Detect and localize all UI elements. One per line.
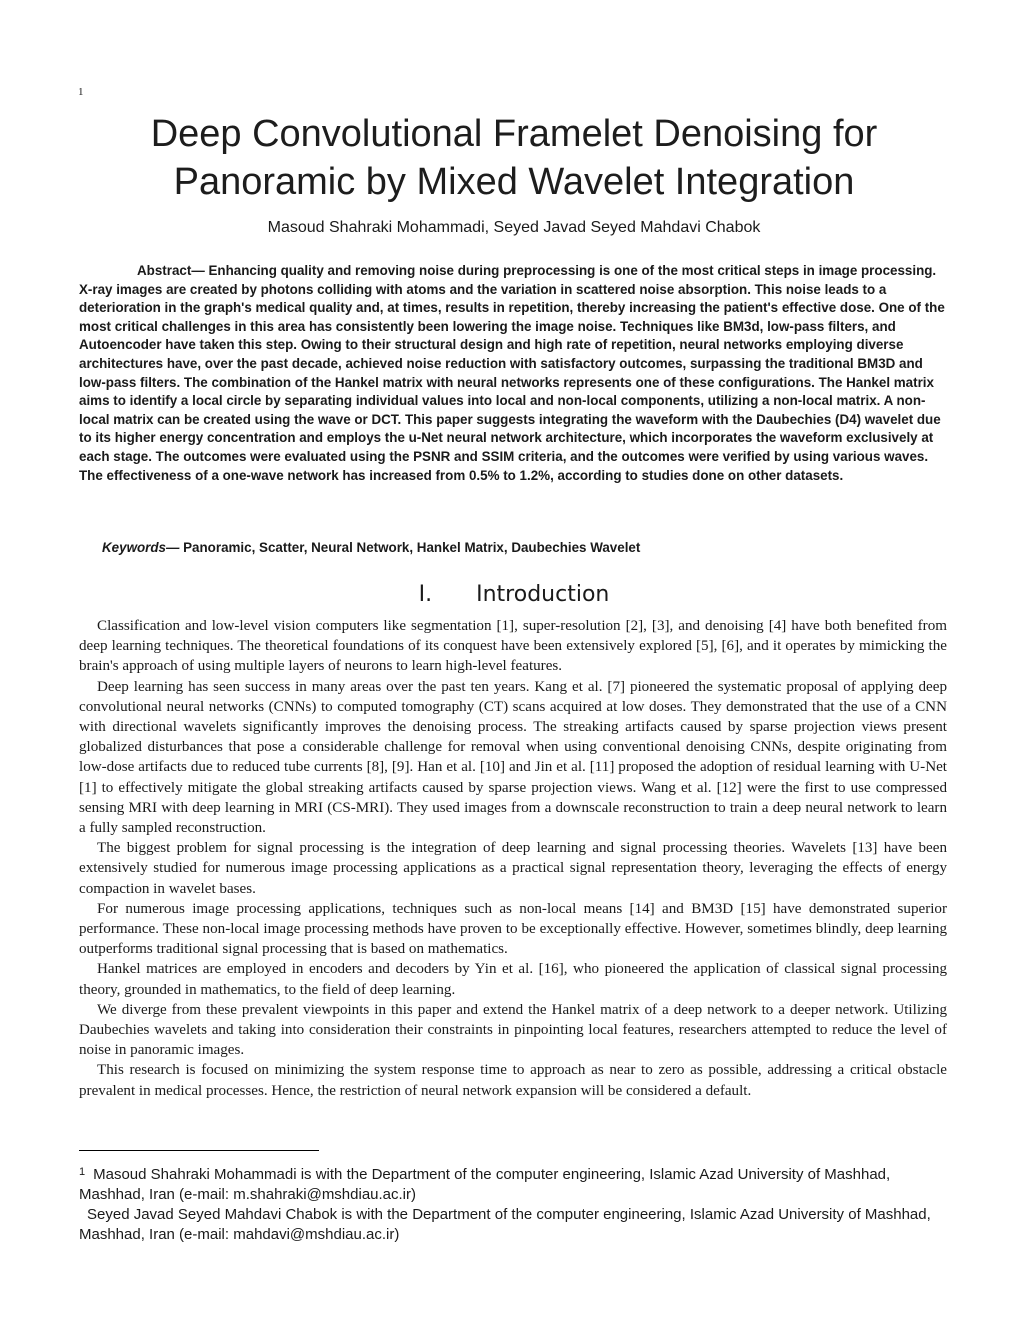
paper-title <box>80 110 948 206</box>
section-heading-introduction <box>80 582 948 607</box>
page-number: 1 <box>78 86 84 98</box>
body-paragraph: This research is focused on minimizing the system response time to approach as near to zero as possible, addressing a critical obstacle prevalent in medical processes. Hence, the restriction of neural network expansion will be considered a default. <box>79 1062 947 1099</box>
footnote-author-2: Seyed Javad Seyed Mahdavi Chabok is with the Department of the computer engineering, Islamic Azad University of Mashhad, Mashhad, Iran (e-mail: mahdavi@mshdiau.ac.ir) <box>79 1206 931 1243</box>
footnote-divider <box>79 1150 319 1151</box>
body-paragraph: The biggest problem for signal processing is the integration of deep learning and signal processing theories. Wavelets [13] have been extensively studied for numerous image processing applications as a practical signal representation theory, leveraging the effects of energy compaction in wavelet bases. <box>79 840 947 897</box>
abstract-label: Abstract— <box>137 263 205 278</box>
author-list: Masoud Shahraki Mohammadi, Seyed Javad Seyed Mahdavi Chabok <box>267 219 761 236</box>
body-paragraph: Hankel matrices are employed in encoders and decoders by Yin et al. [16], who pioneered the application of classical signal processing theory, grounded in mathematics, to the field of deep learning. <box>79 961 947 998</box>
footnotes <box>79 1162 949 1245</box>
keywords-label: Keywords— <box>102 540 180 555</box>
introduction-body <box>79 616 947 1101</box>
body-paragraph: Classification and low-level vision computers like segmentation [1], super-resolution [2], [3], and denoising [4] have both benefited from deep learning techniques. The theoretical foundations of its conquest have been extensively explored [5], [6], and it operates by mimicking the brain's approach of using multiple layers of neurons to learn high-level features. <box>79 618 947 675</box>
footnote-author-1 <box>79 1162 949 1205</box>
body-paragraph: For numerous image processing applications, techniques such as non-local means [14] and BM3D [15] have demonstrated superior performance. These non-local image processing methods have proven to be exceptionally effective. However, sometimes blindly, deep learning outperforms traditional signal processing that is based on mathematics. <box>79 900 947 958</box>
section-title: Introduction <box>476 582 610 607</box>
abstract <box>79 262 949 485</box>
keywords-text: Panoramic, Scatter, Neural Network, Hankel Matrix, Daubechies Wavelet <box>183 540 641 555</box>
body-paragraph: Deep learning has seen success in many areas over the past ten years. Kang et al. [7] pioneered the systematic proposal of applying deep convolutional neural networks (CNNs) to computed tomography (CT) scans acquired at low doses. They demonstrated that the use of a CNN with directional wavelets significantly improves the denoising process. The streaking artifacts caused by sparse projection views present globalized disturbances that pose a considerable challenge for removal when using conventional denoising CNNs, despite originating from low-dose artifacts due to reduced tube currents [8], [9]. Han et al. [10] and Jin et al. [11] proposed the adoption of residual learning with U-Net [1] to effectively mitigate the global streaking artifacts caused by sparse projection views. Wang et al. [12] were the first to use compressed sensing MRI with deep learning in MRI (CS-MRI). They used images from a downscale reconstruction to train a deep neural network to learn a fully sampled reconstruction. <box>79 678 947 837</box>
footnote-marker: 1 <box>79 1166 86 1178</box>
title-line-1: Deep Convolutional Framelet Denoising for <box>150 113 878 155</box>
title-line-2: Panoramic by Mixed Wavelet Integration <box>173 161 855 203</box>
body-paragraph: We diverge from these prevalent viewpoints in this paper and extend the Hankel matrix of a deep network to a deeper network. Utilizing Daubechies wavelets and taking into consideration their constraints in pinpointing local features, researchers attempted to reduce the level of noise in panoramic images. <box>79 1001 947 1059</box>
keywords <box>102 540 942 555</box>
abstract-text: Enhancing quality and removing noise during preprocessing is one of the most critical steps in image processing. X-ray images are created by photons colliding with atoms and the variation in scattered noise absorption. This noise leads to a deterioration in the graph's medical quality and, at times, results in repetition, thereby increasing the patient's effective dose. One of the most critical challenges in this area has consistently been lowering the image noise. Techniques like BM3d, low-pass filters, and Autoencoder have taken this step. Owing to their structural design and high rate of repetition, neural networks employing diverse architectures have, over the past decade, achieved noise reduction with satisfactory outcomes, surpassing the traditional BM3D and low-pass filters. The combination of the Hankel matrix with neural networks represents one of these configurations. The Hankel matrix aims to identify a local circle by separating individual values into local and non-local components, utilizing a non-local matrix. A non-local matrix can be created using the wave or DCT. This paper suggests integrating the waveform with the Daubechies (D4) wavelet due to its higher energy concentration and employs the u-Net neural network architecture, which incorporates the waveform exclusively at each stage. The outcomes were evaluated using the PSNR and SSIM criteria, and the outcomes were verified by using various waves. The effectiveness of a one-wave network has increased from 0.5% to 1.2%, according to studies done on other datasets. <box>79 263 945 483</box>
footnote-author-1-text: Masoud Shahraki Mohammadi is with the Department of the computer engineering, Islamic Azad University of Mashhad, Mashhad, Iran (e-mail: m.shahraki@mshdiau.ac.ir) <box>79 1166 891 1203</box>
section-number: I. <box>418 582 433 607</box>
